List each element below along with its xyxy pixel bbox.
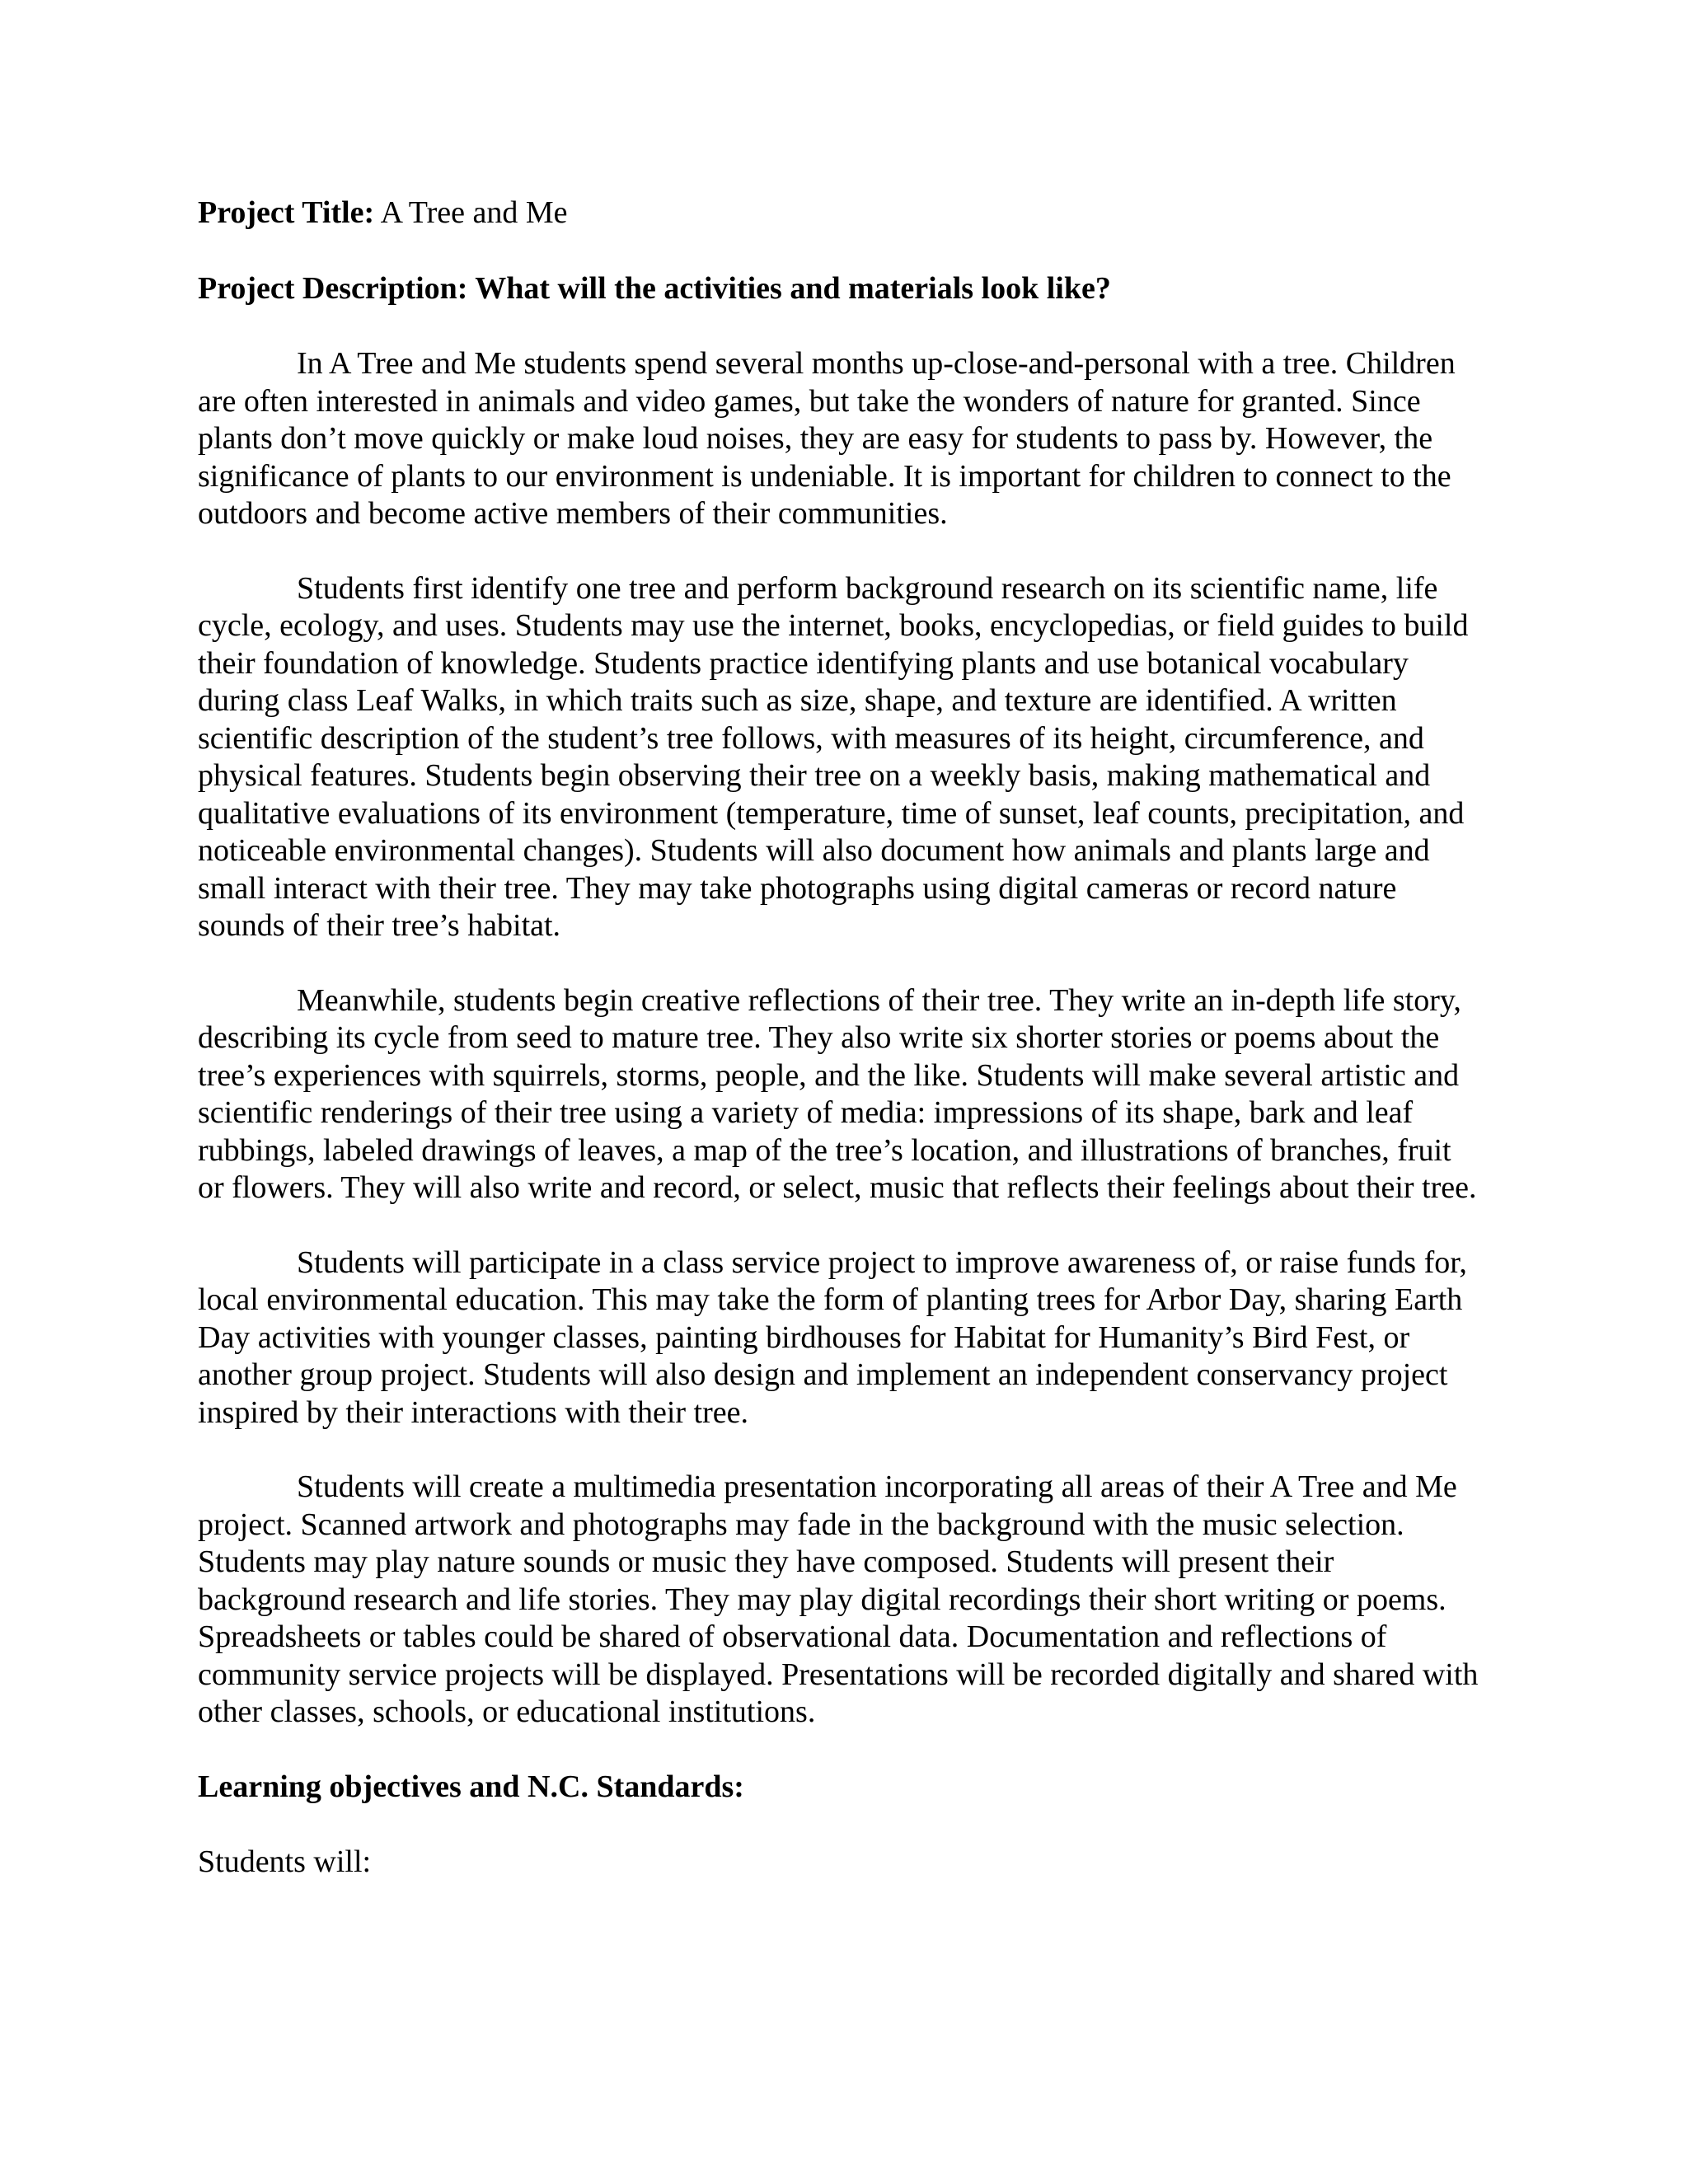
paragraph-intro: In A Tree and Me students spend several months up-close-and-personal with a tree. Children are often interested in animals and video games, but take the wonders of nature for granted. Since plants don’t move quickly or make loud noises, they are easy for students to pass by. However, the significance of plants to our environment is undeniable. It is important for children to connect to the outdoors and become active members of their communities. xyxy=(198,346,1456,531)
objectives-heading: Learning objectives and N.C. Standards: xyxy=(198,1769,744,1804)
document-page xyxy=(198,194,1484,1882)
project-title-label: Project Title: xyxy=(198,195,375,230)
project-title-value: A Tree and Me xyxy=(380,195,568,230)
paragraph-research: Students first identify one tree and perform background research on its scientific name, life cycle, ecology, and uses. Students may use the internet, books, encyclopedias, or field guides to build their foundation of knowledge. Students practice identifying plants and use botanical vocabulary during class Leaf Walks, in which traits such as size, shape, and texture are identified. A written scientific description of the student’s tree follows, with measures of its height, circumference, and physical features. Students begin observing their tree on a weekly basis, making mathematical and qualitative evaluations of its environment (temperature, time of sunset, leaf counts, precipitation, and noticeable environmental changes). Students will also document how animals and plants large and small interact with their tree. They may take photographs using digital cameras or record nature sounds of their tree’s habitat. xyxy=(198,570,1469,943)
paragraph-presentation: Students will create a multimedia presentation incorporating all areas of their A Tree and Me project. Scanned artwork and photographs may fade in the background with the music selection. Students may play nature sounds or music they have composed. Students will present their background research and life stories. They may play digital recordings their short writing or poems. Spreadsheets or tables could be shared of observational data. Documentation and reflections of community service projects will be displayed. Presentations will be recorded digitally and shared with other classes, schools, or educational institutions. xyxy=(198,1469,1479,1729)
project-title xyxy=(198,194,1484,232)
description-heading: Project Description: What will the activities and materials look like? xyxy=(198,270,1111,306)
paragraph-creative: Meanwhile, students begin creative reflections of their tree. They write an in-depth life story, describing its cycle from seed to mature tree. They also write six shorter stories or poems about the tree’s experiences with squirrels, storms, people, and the like. Students will make several artistic and scientific renderings of their tree using a variety of media: impressions of its shape, bark and leaf rubbings, labeled drawings of leaves, a map of the tree’s location, and illustrations of branches, fruit or flowers. They will also write and record, or select, music that reflects their feelings about their tree. xyxy=(198,982,1477,1205)
students-will-text: Students will: xyxy=(198,1844,372,1879)
paragraph-service: Students will participate in a class service project to improve awareness of, or raise funds for, local environmental education. This may take the form of planting trees for Arbor Day, sharing Earth Day activities with younger classes, painting birdhouses for Habitat for Humanity’s Bird Fest, or another group project. Students will also design and implement an independent conservancy project inspired by their interactions with their tree. xyxy=(198,1244,1467,1430)
